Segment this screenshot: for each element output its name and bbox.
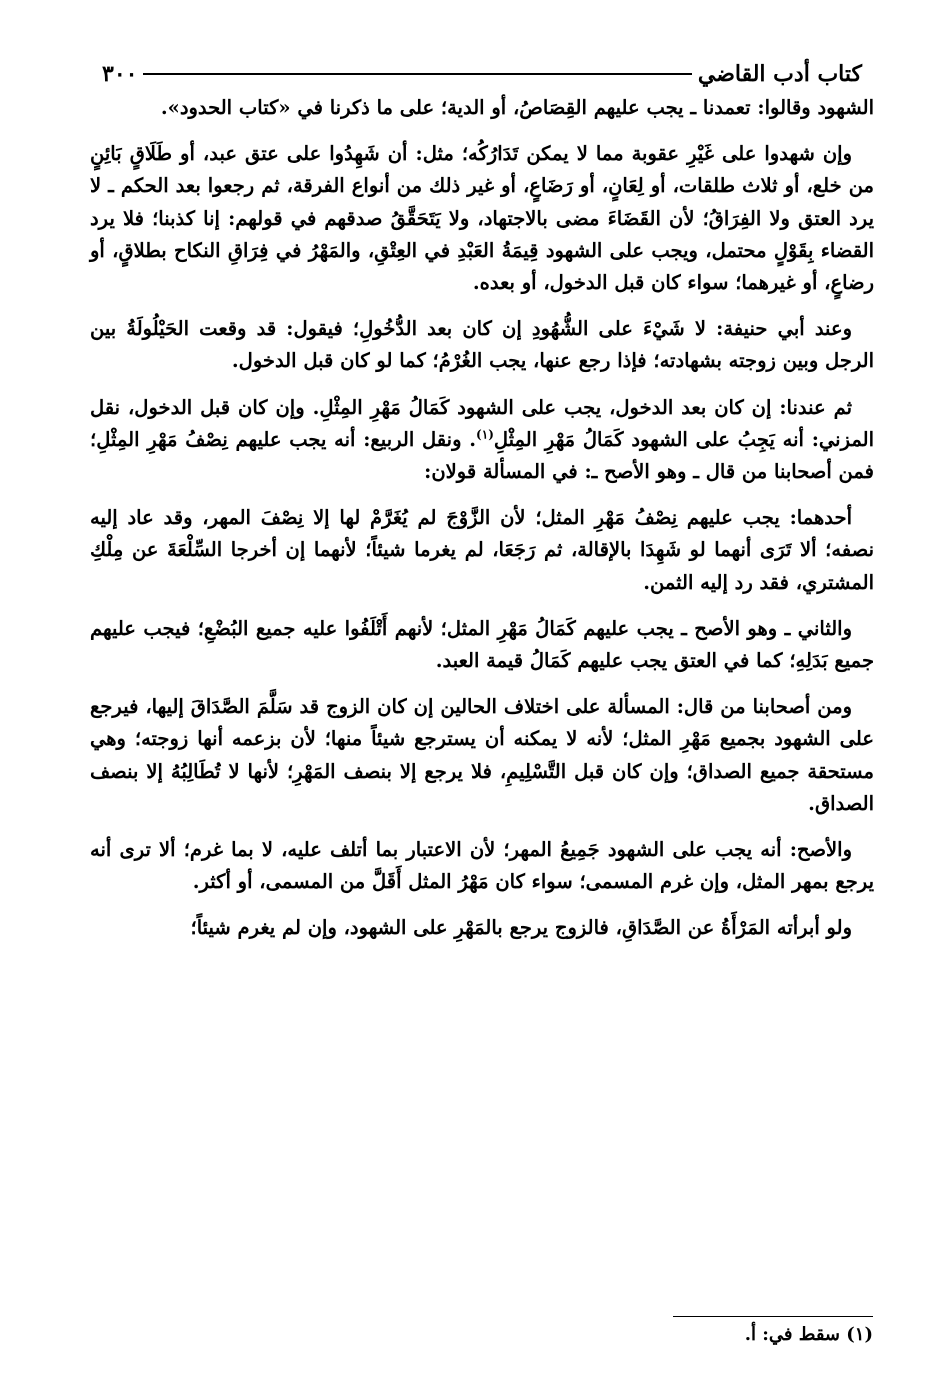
page bbox=[90, 56, 874, 959]
paragraph-8: والأصح: أنه يجب على الشهود جَمِيعُ المهر؛ لأن الاعتبار بما أتلف عليه، لا بما غرم؛ ألا ترى أنه يرجع بمهر المثل، وإن غرم المسمى؛ سواء كان مَهْرُ المثل أَقَلَّ من المسمى، أو أكثر. bbox=[90, 838, 874, 894]
paragraph-4-part-1: ثم عندنا: إن كان بعد الدخول، يجب على الشهود كَمَالُ مَهْرِ المِثْلِ. وإن كان قبل الدخول، نقل المزني: أنه يَجِبُ على الشهود كَمَالُ مَهْرِ المِثْلِ bbox=[90, 395, 874, 451]
paragraph-3: وعند أبي حنيفة: لا شَيْءَ على الشُّهُودِ إن كان بعد الدُّخُولِ؛ فيقول: قد وقعت الحَيْلُولَةُ بين الرجل وبين زوجته بشهادته؛ فإذا رجع عنها، يجب الغُرْمُ؛ كما لو كان قبل الدخول. bbox=[90, 317, 874, 373]
footnote-rule bbox=[673, 1316, 873, 1317]
header-rule bbox=[143, 73, 691, 75]
body-text bbox=[90, 92, 874, 945]
footnote-1: (١) سقط في: أ. bbox=[744, 1324, 873, 1345]
paragraph-4-part-2: . ونقل الربيع: أنه يجب عليهم نِصْفُ مَهْرِ المِثْلِ؛ فمن أصحابنا من قال ـ وهو الأصح ـ: في المسألة قولان: bbox=[90, 427, 874, 484]
footnote-reference-1[interactable]: (١) bbox=[476, 427, 494, 442]
paragraph-1: الشهود وقالوا: تعمدنا ـ يجب عليهم القِصَاصُ، أو الدية؛ على ما ذكرنا في «كتاب الحدود». bbox=[160, 96, 874, 119]
running-title: كتاب أدب القاضي bbox=[697, 61, 862, 87]
paragraph-7: ومن أصحابنا من قال: المسألة على اختلاف الحالين إن كان الزوج قد سَلَّمَ الصَّدَاقَ إليها، فيرجع على الشهود بجميع مَهْرِ المثل؛ لأنه لا يمكنه أن يسترجع شيئاً منها؛ لأن بزعمه أنها زوجته؛ وهي مستحقة جميع الصداق؛ وإن كان قبل التَّسْلِيمِ، فلا يرجع إلا بنصف المَهْرِ؛ لأنها لا تُطَالِبُهُ إلا بنصف الصداق. bbox=[90, 695, 874, 815]
paragraph-2: وإن شهدوا على غَيْرِ عقوبة مما لا يمكن تَدَارُكُه؛ مثل: أن شَهِدُوا على عتق عبد، أو طَلَاقٍ بَائِنٍ من خلع، أو ثلاث طلقات، أو لِعَانٍ، أو رَضَاعٍ، أو غير ذلك من أنواع الفرقة، ثم رجعوا بعد الحكم ـ لا يرد العتق ولا الفِرَاقُ؛ لأن القَضَاءَ مضى بالاجتهاد، ولا يَتَحَقَّقُ صدقهم في قولهم: إنا كذبنا؛ فلا يرد القضاء بِقَوْلٍ محتمل، ويجب على الشهود قِيمَةُ العَبْدِ في العِتْقِ، والمَهْرُ في فِرَاقِ النكاح بطلاقٍ، أو رضاعٍ، أو غيرهما؛ سواء كان قبل الدخول، أو بعده. bbox=[90, 142, 874, 295]
page-number: ٣٠٠ bbox=[102, 61, 138, 87]
paragraph-6: والثاني ـ وهو الأصح ـ يجب عليهم كَمَالُ مَهْرِ المثل؛ لأنهم أَتْلَفُوا عليه جميع البُضْعِ؛ فيجب عليهم جميع بَدَلِهِ؛ كما في العتق يجب عليهم كَمَالُ قيمة العبد. bbox=[90, 616, 874, 673]
paragraph-9: ولو أبرأته المَرْأَةُ عن الصَّدَاقِ، فالزوج يرجع بالمَهْرِ على الشهود، وإن لم يغرم شيئاً؛ bbox=[190, 916, 852, 940]
page-header bbox=[90, 56, 874, 92]
paragraph-4 bbox=[90, 392, 874, 489]
paragraph-5: أحدهما: يجب عليهم نِصْفُ مَهْرِ المثل؛ لأن الزَّوْجَ لم يُغَرَّمْ لها إلا نِصْفَ المهر، وقد عاد إليه نصفه؛ ألا تَرَى أنهما لو شَهِدَا بالإقالة، ثم رَجَعَا، لم يغرما شيئاً؛ لأنهما إن أخرجا السِّلْعَةَ عن مِلْكِ المشتري، فقد رد إليه الثمن. bbox=[90, 506, 874, 594]
